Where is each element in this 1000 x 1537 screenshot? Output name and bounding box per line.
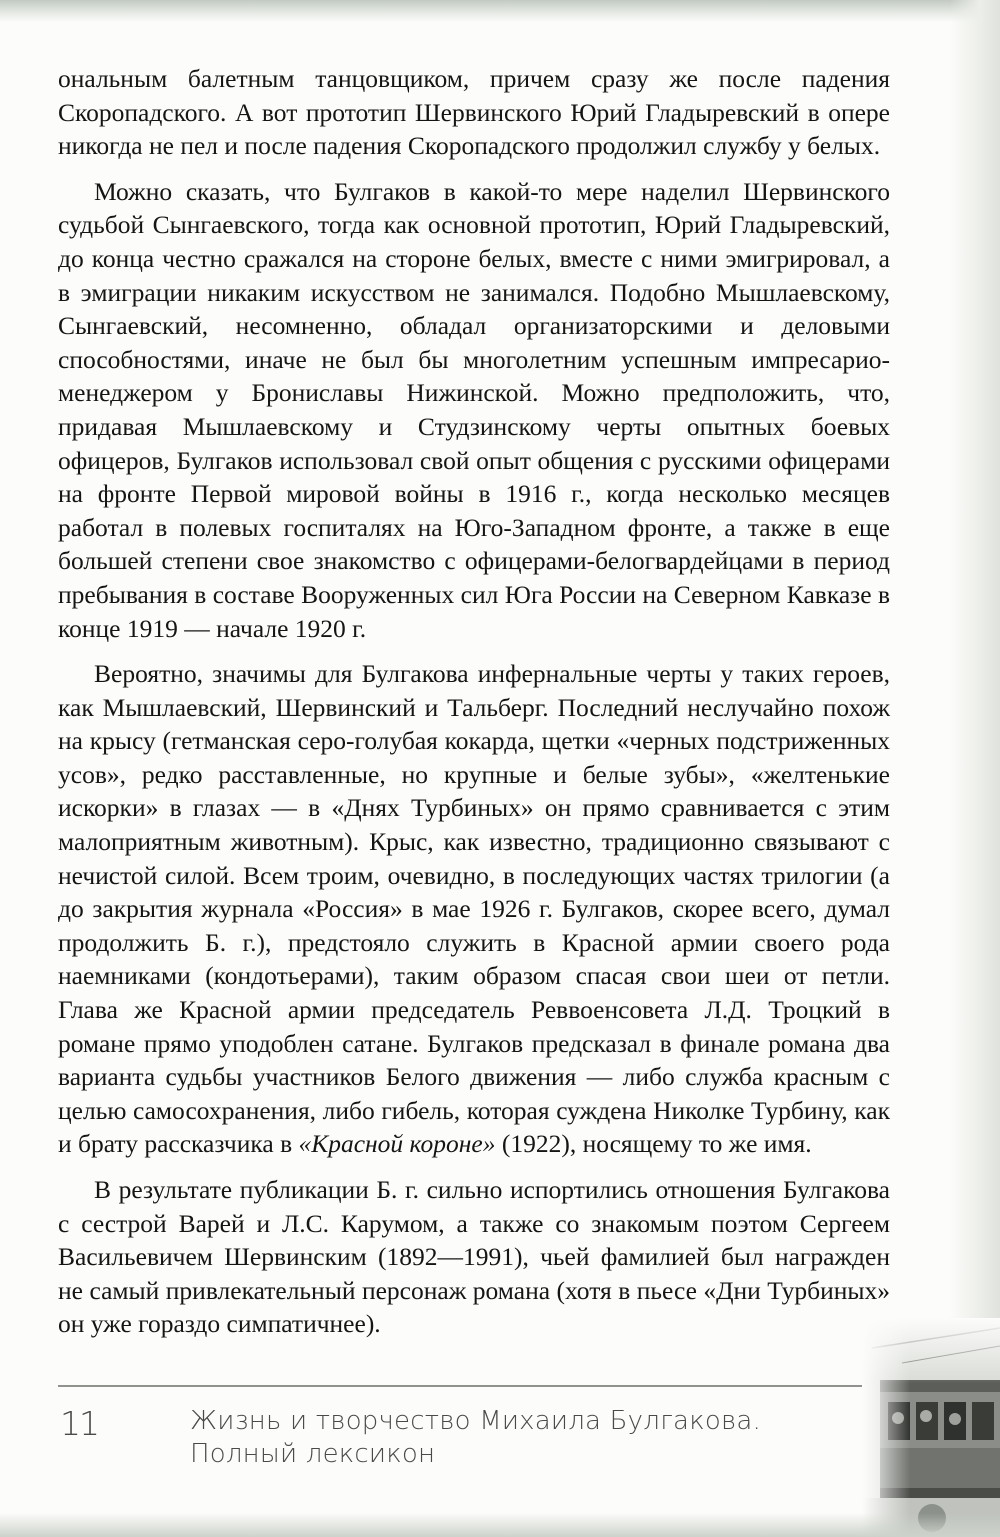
running-title-line-2: Полный лексикон <box>190 1439 436 1469</box>
page-number: 11 <box>60 1404 98 1443</box>
running-title <box>190 1405 761 1471</box>
bottom-decorative-border <box>0 1513 1000 1537</box>
text-run: (1922), носящему то же имя. <box>495 1129 812 1159</box>
right-decorative-edge <box>950 0 1000 1537</box>
tram-photo-icon <box>862 1318 1000 1537</box>
paragraph <box>58 657 890 1161</box>
body-text <box>58 62 890 1353</box>
paragraph <box>58 1173 890 1341</box>
text-run: Вероятно, значимы для Булгакова инфернальные черты у таких героев, как Мышлаевский, Шервинский и Тальберг. Последний неслучайно похож на крысу (гетманская серо-голубая кокарда, щетки «черных подстриженных усов», редко расставленные, но крупные и белые зубы», «желтенькие искорки» в глазах — в «Днях Турбиных» он прямо сравнивается с этим малоприятным животным). Крыс, как известно, традиционно связывают с нечистой силой. Всем троим, очевидно, в последующих частях трилогии (а до закрытия журнала «Россия» в мае 1926 г. Булгаков, скорее всего, думал продолжить Б. г.), предстояло служить в Красной армии своего рода наемниками (кондотьерами), таким образом спасая свои шеи от петли. Глава же Красной армии председатель Реввоенсовета Л.Д. Троцкий в романе прямо уподоблен сатане. Булгаков предсказал в финале романа два варианта судьбы участников Белого движения — либо служба красным с целью самосохранения, либо гибель, которая суждена Николке Турбину, как и брату рассказчика в <box>58 659 890 1159</box>
text-run: ональным балетным танцовщиком, причем сразу же после падения Скоропадского. А вот прототип Шервинского Юрий Гладыревский в опере никогда не пел и после падения Скоропадского продолжил службу у белых. <box>58 64 890 161</box>
paragraph <box>58 62 890 163</box>
top-decorative-border <box>0 0 1000 22</box>
paragraph <box>58 175 890 645</box>
footer-divider <box>58 1385 870 1387</box>
text-run: Можно сказать, что Булгаков в какой-то мере наделил Шервинского судьбой Сынгаевского, тогда как основной прототип, Юрий Гладыревский, до конца честно сражался на стороне белых, вместе с ними эмигрировал, а в эмиграции никаким искусством не занимался. Подобно Мышлаевскому, Сынгаевский, несомненно, обладал организаторскими и деловыми способностями, иначе не был бы многолетним успешным импресарио-менеджером у Брониславы Нижинской. Можно предположить, что, придавая Мышлаевскому и Студзинскому черты опытных боевых офицеров, Булгаков использовал свой опыт общения с русскими офицерами на фронте Первой мировой войны в 1916 г., когда несколько месяцев работал в полевых госпиталях на Юго-Западном фронте, а также в еще большей степени свое знакомство с офицерами-белогвардейцами в период пребывания в составе Вооруженных сил Юга России на Северном Кавказе в конце 1919 — начале 1920 г. <box>58 176 890 643</box>
italic-title: «Красной короне» <box>298 1129 496 1159</box>
text-run: В результате публикации Б. г. сильно испортились отношения Булгакова с сестрой Варей и Л.С. Карумом, а также со знакомым поэтом Сергеем Васильевичем Шервинским (1892—1991), чьей фамилией был награжден не самый привлекательный персонаж романа (хотя в пьесе «Дни Турбиных» он уже гораздо симпатичнее). <box>58 1175 890 1339</box>
running-title-line-1: Жизнь и творчество Михаила Булгакова. <box>190 1406 761 1436</box>
